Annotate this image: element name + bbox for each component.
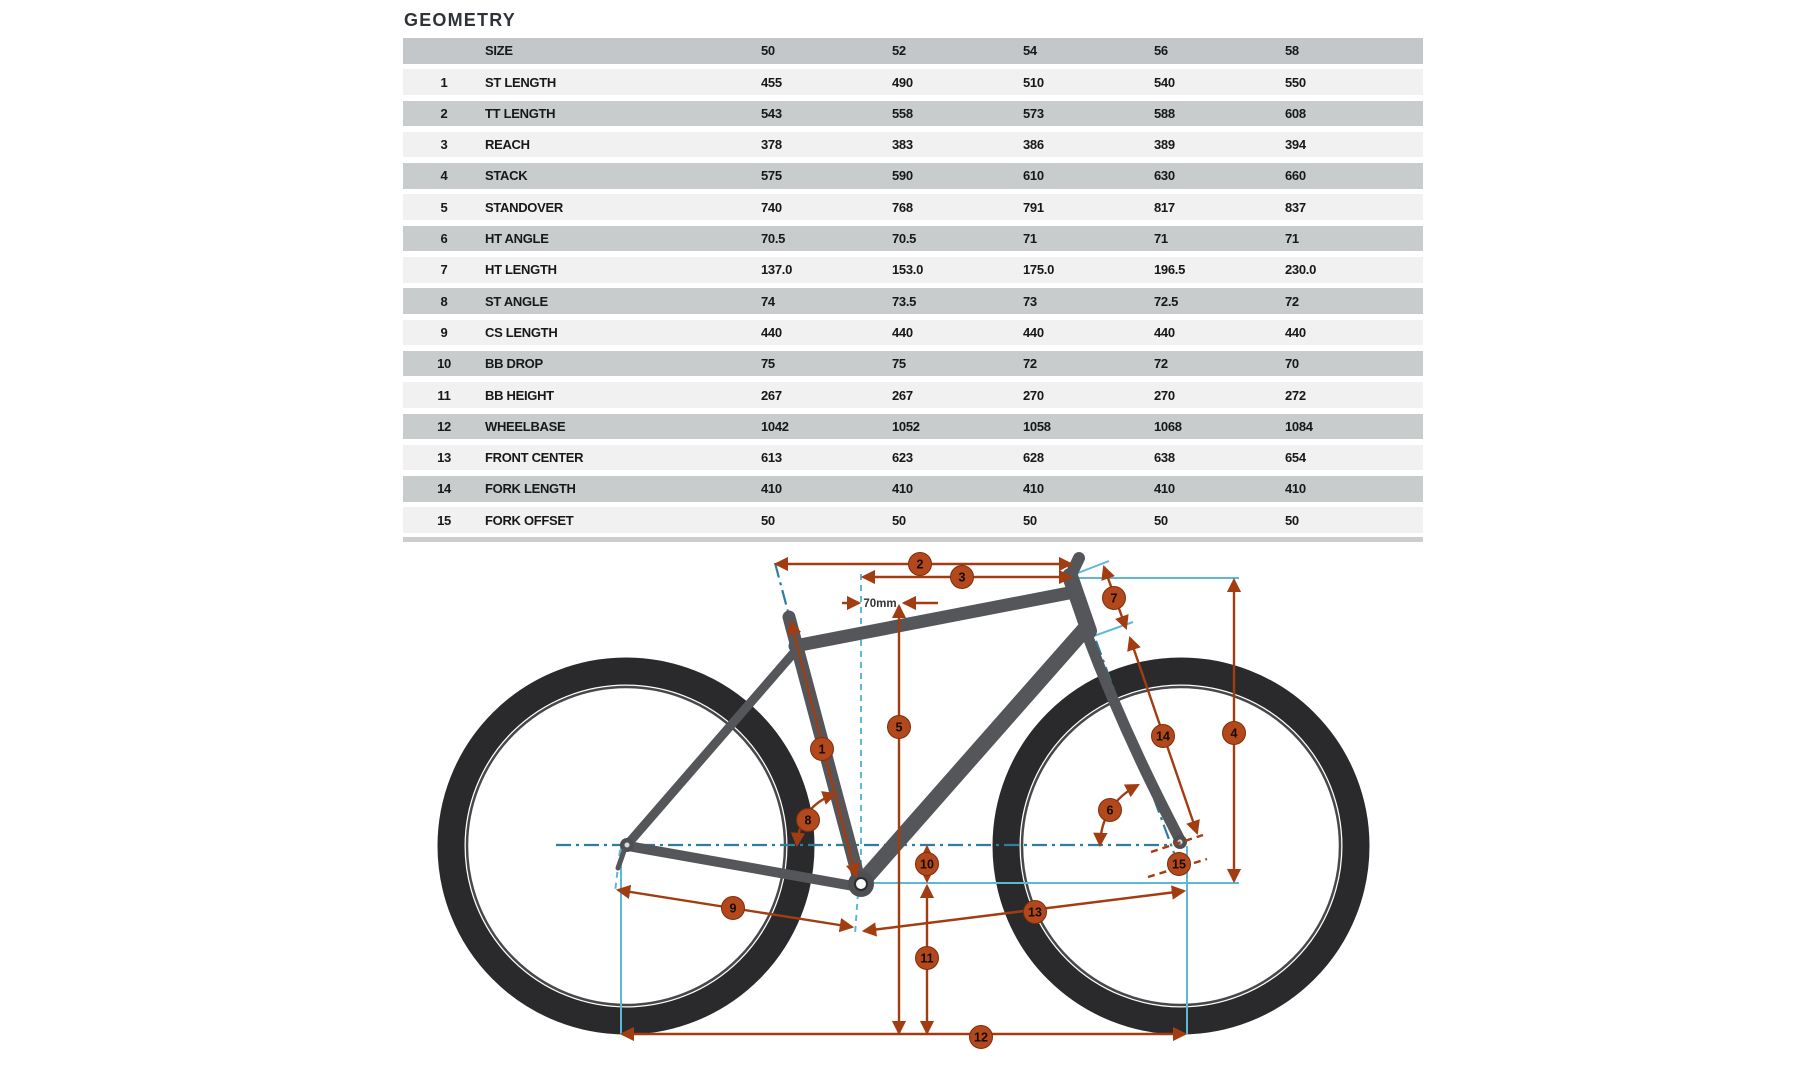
row-value-cell-size-50: 410 <box>761 481 782 497</box>
row-value-cell-size-50: 378 <box>761 137 782 153</box>
table-row-front-center <box>403 445 1423 471</box>
row-label-cell: FRONT CENTER <box>485 450 584 466</box>
row-value-cell-size-52: 623 <box>892 450 913 466</box>
row-label-cell: ST ANGLE <box>485 293 548 309</box>
row-value-cell-size-56: 630 <box>1154 168 1175 184</box>
row-value-cell-size-56: 638 <box>1154 450 1175 466</box>
row-value-cell-size-56: 817 <box>1154 199 1175 215</box>
size-column-header: 50 <box>761 43 775 59</box>
row-value-cell-size-50: 543 <box>761 105 782 121</box>
row-value-cell-size-50: 50 <box>761 512 775 528</box>
row-number-cell: 2 <box>440 105 448 121</box>
row-number-cell: 14 <box>437 481 451 497</box>
row-value-cell-size-52: 590 <box>892 168 913 184</box>
row-value-cell-size-52: 70.5 <box>892 231 917 247</box>
row-value-cell-size-54: 628 <box>1023 450 1044 466</box>
svg-text:2: 2 <box>916 557 924 572</box>
row-value-cell-size-56: 540 <box>1154 74 1175 90</box>
row-value-cell-size-56: 71 <box>1154 231 1168 247</box>
seat-axis-extension <box>775 563 790 619</box>
row-value-cell-size-58: 410 <box>1285 481 1306 497</box>
row-label-cell: HT ANGLE <box>485 231 549 247</box>
dim-badge-6 <box>1099 799 1122 822</box>
table-row-bb-drop <box>403 351 1423 377</box>
row-label-cell: CS LENGTH <box>485 324 558 340</box>
row-value-cell-size-50: 575 <box>761 168 782 184</box>
row-value-cell-size-52: 768 <box>892 199 913 215</box>
table-row-fork-length <box>403 476 1423 502</box>
row-value-cell-size-52: 410 <box>892 481 913 497</box>
ht-extension-bottom <box>1091 622 1133 637</box>
row-value-cell-size-52: 383 <box>892 137 913 153</box>
row-value-cell-size-56: 389 <box>1154 137 1175 153</box>
row-value-cell-size-58: 1084 <box>1285 418 1313 434</box>
table-row-reach <box>403 132 1423 158</box>
row-value-cell-size-56: 1068 <box>1154 418 1182 434</box>
row-value-cell-size-54: 175.0 <box>1023 262 1055 278</box>
row-label-cell: FORK OFFSET <box>485 512 574 528</box>
table-row-standover <box>403 194 1423 220</box>
row-value-cell-size-52: 558 <box>892 105 913 121</box>
dim-badge-10 <box>916 853 939 876</box>
row-number-cell: 10 <box>437 356 451 372</box>
row-value-cell-size-56: 270 <box>1154 387 1175 403</box>
cs-extension-bb <box>855 893 858 934</box>
table-row-st-angle <box>403 288 1423 314</box>
geometry-table <box>403 38 1423 542</box>
size-column-header: 56 <box>1154 43 1168 59</box>
row-value-cell-size-54: 270 <box>1023 387 1044 403</box>
top-tube <box>795 592 1074 646</box>
row-value-cell-size-52: 50 <box>892 512 906 528</box>
svg-text:10: 10 <box>920 857 934 872</box>
bb-center <box>855 878 867 890</box>
row-value-cell-size-58: 71 <box>1285 231 1299 247</box>
row-value-cell-size-54: 410 <box>1023 481 1044 497</box>
row-value-cell-size-54: 440 <box>1023 324 1044 340</box>
row-value-cell-size-58: 550 <box>1285 74 1306 90</box>
row-value-cell-size-58: 72 <box>1285 293 1299 309</box>
row-label-cell: ST LENGTH <box>485 74 556 90</box>
dim-badge-8 <box>797 809 820 832</box>
row-value-cell-size-52: 267 <box>892 387 913 403</box>
geometry-table-body <box>403 69 1423 533</box>
row-value-cell-size-54: 610 <box>1023 168 1044 184</box>
row-value-cell-size-58: 394 <box>1285 137 1306 153</box>
table-row-ht-angle <box>403 226 1423 252</box>
dim-badge-5 <box>888 716 911 739</box>
dim-badge-2 <box>909 553 932 576</box>
row-value-cell-size-54: 573 <box>1023 105 1044 121</box>
row-number-cell: 12 <box>437 418 451 434</box>
svg-text:9: 9 <box>729 901 737 916</box>
dim-badge-7 <box>1103 587 1126 610</box>
head-tube <box>1070 576 1089 631</box>
row-value-cell-size-56: 196.5 <box>1154 262 1186 278</box>
svg-text:6: 6 <box>1106 803 1114 818</box>
row-label-cell: HT LENGTH <box>485 262 557 278</box>
row-value-cell-size-54: 510 <box>1023 74 1044 90</box>
dim-badge-15 <box>1168 853 1191 876</box>
row-value-cell-size-58: 837 <box>1285 199 1306 215</box>
svg-text:8: 8 <box>804 813 812 828</box>
row-value-cell-size-58: 440 <box>1285 324 1306 340</box>
row-value-cell-size-50: 70.5 <box>761 231 786 247</box>
dim-badge-13 <box>1024 901 1047 924</box>
dim-badge-1 <box>811 738 834 761</box>
geometry-diagram <box>380 540 1480 1081</box>
row-number-cell: 15 <box>437 512 451 528</box>
page-title: GEOMETRY <box>404 10 516 30</box>
size-column-header: 52 <box>892 43 906 59</box>
svg-text:15: 15 <box>1172 857 1186 872</box>
table-row-cs-length <box>403 320 1423 346</box>
row-value-cell-size-52: 440 <box>892 324 913 340</box>
row-number-cell: 8 <box>440 293 448 309</box>
header-size-cell: SIZE <box>485 43 513 59</box>
row-label-cell: FORK LENGTH <box>485 481 576 497</box>
dim-badge-14 <box>1152 725 1175 748</box>
row-number-cell: 9 <box>440 324 448 340</box>
row-value-cell-size-58: 660 <box>1285 168 1306 184</box>
row-value-cell-size-54: 791 <box>1023 199 1044 215</box>
annotation-70mm: 70mm <box>863 598 897 610</box>
dim-badge-4 <box>1223 722 1246 745</box>
cs-extension-rear <box>615 850 620 892</box>
row-value-cell-size-52: 153.0 <box>892 262 924 278</box>
dim-badge-9 <box>722 897 745 920</box>
table-row-stack <box>403 163 1423 189</box>
table-row-ht-length <box>403 257 1423 283</box>
row-label-cell: STACK <box>485 168 528 184</box>
row-value-cell-size-56: 72 <box>1154 356 1168 372</box>
row-number-cell: 4 <box>440 168 448 184</box>
row-number-cell: 5 <box>440 199 448 215</box>
row-value-cell-size-50: 75 <box>761 356 775 372</box>
row-number-cell: 7 <box>440 262 448 278</box>
table-row-st-length <box>403 69 1423 95</box>
row-value-cell-size-54: 50 <box>1023 512 1037 528</box>
svg-text:4: 4 <box>1230 726 1238 741</box>
row-value-cell-size-56: 50 <box>1154 512 1168 528</box>
svg-text:1: 1 <box>818 742 826 757</box>
table-row-bb-height <box>403 382 1423 408</box>
row-value-cell-size-50: 440 <box>761 324 782 340</box>
table-row-wheelbase <box>403 414 1423 440</box>
row-value-cell-size-56: 72.5 <box>1154 293 1179 309</box>
row-value-cell-size-52: 75 <box>892 356 906 372</box>
svg-text:11: 11 <box>920 951 934 966</box>
row-value-cell-size-58: 70 <box>1285 356 1299 372</box>
row-value-cell-size-52: 490 <box>892 74 913 90</box>
row-value-cell-size-58: 608 <box>1285 105 1306 121</box>
row-value-cell-size-50: 613 <box>761 450 782 466</box>
svg-text:7: 7 <box>1110 591 1118 606</box>
row-value-cell-size-54: 71 <box>1023 231 1037 247</box>
chain-stay <box>628 846 859 887</box>
svg-text:5: 5 <box>895 720 903 735</box>
row-number-cell: 6 <box>440 231 448 247</box>
row-value-cell-size-52: 73.5 <box>892 293 917 309</box>
table-header-row <box>403 38 1423 64</box>
row-value-cell-size-58: 272 <box>1285 387 1306 403</box>
size-column-header: 58 <box>1285 43 1299 59</box>
row-label-cell: BB HEIGHT <box>485 387 554 403</box>
row-value-cell-size-54: 386 <box>1023 137 1044 153</box>
row-value-cell-size-56: 410 <box>1154 481 1175 497</box>
row-value-cell-size-56: 588 <box>1154 105 1175 121</box>
svg-text:12: 12 <box>974 1030 988 1045</box>
row-label-cell: TT LENGTH <box>485 105 556 121</box>
dim-badge-3 <box>951 566 974 589</box>
dim-badge-11 <box>916 947 939 970</box>
row-number-cell: 1 <box>440 74 448 90</box>
row-number-cell: 3 <box>440 137 448 153</box>
row-value-cell-size-58: 230.0 <box>1285 262 1317 278</box>
table-row-tt-length <box>403 101 1423 127</box>
row-value-cell-size-50: 137.0 <box>761 262 793 278</box>
row-value-cell-size-54: 73 <box>1023 293 1037 309</box>
row-value-cell-size-50: 1042 <box>761 418 789 434</box>
row-value-cell-size-54: 72 <box>1023 356 1037 372</box>
rear-axle-dot <box>624 842 630 848</box>
row-label-cell: BB DROP <box>485 356 543 372</box>
size-column-header: 54 <box>1023 43 1037 59</box>
row-label-cell: WHEELBASE <box>485 418 566 434</box>
row-value-cell-size-50: 74 <box>761 293 775 309</box>
row-value-cell-size-52: 1052 <box>892 418 920 434</box>
row-number-cell: 13 <box>437 450 451 466</box>
row-label-cell: STANDOVER <box>485 199 563 215</box>
svg-text:13: 13 <box>1028 905 1042 920</box>
row-value-cell-size-50: 455 <box>761 74 782 90</box>
row-value-cell-size-58: 50 <box>1285 512 1299 528</box>
svg-text:3: 3 <box>958 570 966 585</box>
row-value-cell-size-56: 440 <box>1154 324 1175 340</box>
table-row-fork-offset <box>403 507 1423 533</box>
row-value-cell-size-50: 740 <box>761 199 782 215</box>
row-value-cell-size-54: 1058 <box>1023 418 1051 434</box>
row-value-cell-size-58: 654 <box>1285 450 1306 466</box>
row-label-cell: REACH <box>485 137 530 153</box>
dim-badge-12 <box>970 1026 993 1049</box>
svg-text:14: 14 <box>1156 729 1170 744</box>
row-number-cell: 11 <box>437 387 451 403</box>
row-value-cell-size-50: 267 <box>761 387 782 403</box>
